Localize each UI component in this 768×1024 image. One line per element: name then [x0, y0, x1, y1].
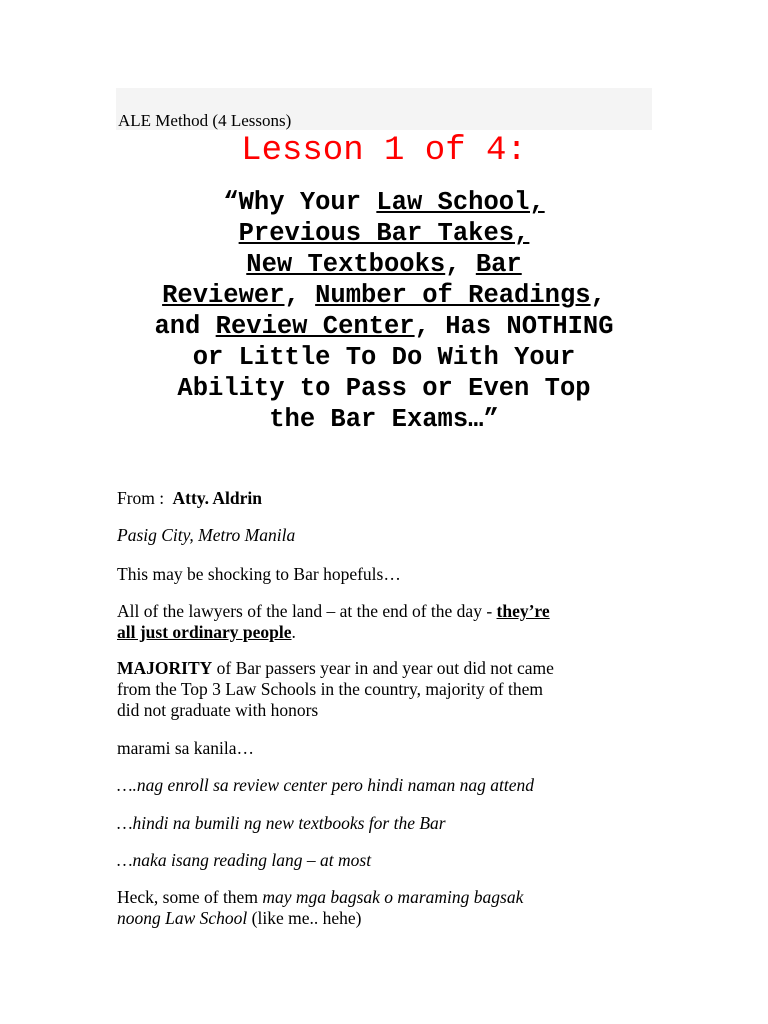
headline-line-7: Ability to Pass or Even Top: [177, 374, 591, 403]
paragraph-6: …hindi na bumili ng new textbooks for the Bar: [117, 813, 446, 833]
paragraph-8: Heck, some of them may mga bagsak o maraming bagsak noong Law School (like me.. hehe): [117, 887, 524, 928]
headline: [100, 187, 668, 435]
headline-line-6: or Little To Do With Your: [192, 343, 576, 372]
paragraph-7: …naka isang reading lang – at most: [117, 850, 372, 870]
headline-line-1: “Why Your Law School,: [223, 188, 545, 217]
headline-line-3: New Textbooks, Bar: [246, 250, 522, 279]
paragraph-2: All of the lawyers of the land – at the end of the day - they’re all just ordinary people.: [117, 601, 550, 642]
headline-line-8: the Bar Exams…”: [269, 405, 499, 434]
paragraph-5: ….nag enroll sa review center pero hindi naman nag attend: [117, 775, 535, 795]
from-line: From : Atty. Aldrin: [117, 488, 263, 508]
headline-line-5: and Review Center, Has NOTHING: [154, 312, 614, 341]
lesson-title: Lesson 1 of 4:: [241, 132, 527, 170]
headline-line-2: Previous Bar Takes,: [238, 219, 530, 248]
paragraph-4: marami sa kanila…: [117, 738, 255, 758]
series-label: ALE Method (4 Lessons): [118, 111, 292, 130]
paragraph-3: MAJORITY of Bar passers year in and year out did not came from the Top 3 Law Schools in the country, majority of them did not graduate with honors: [117, 658, 554, 720]
headline-line-4: Reviewer, Number of Readings,: [162, 281, 606, 310]
paragraph-1: This may be shocking to Bar hopefuls…: [117, 564, 401, 584]
location: Pasig City, Metro Manila: [117, 525, 296, 545]
